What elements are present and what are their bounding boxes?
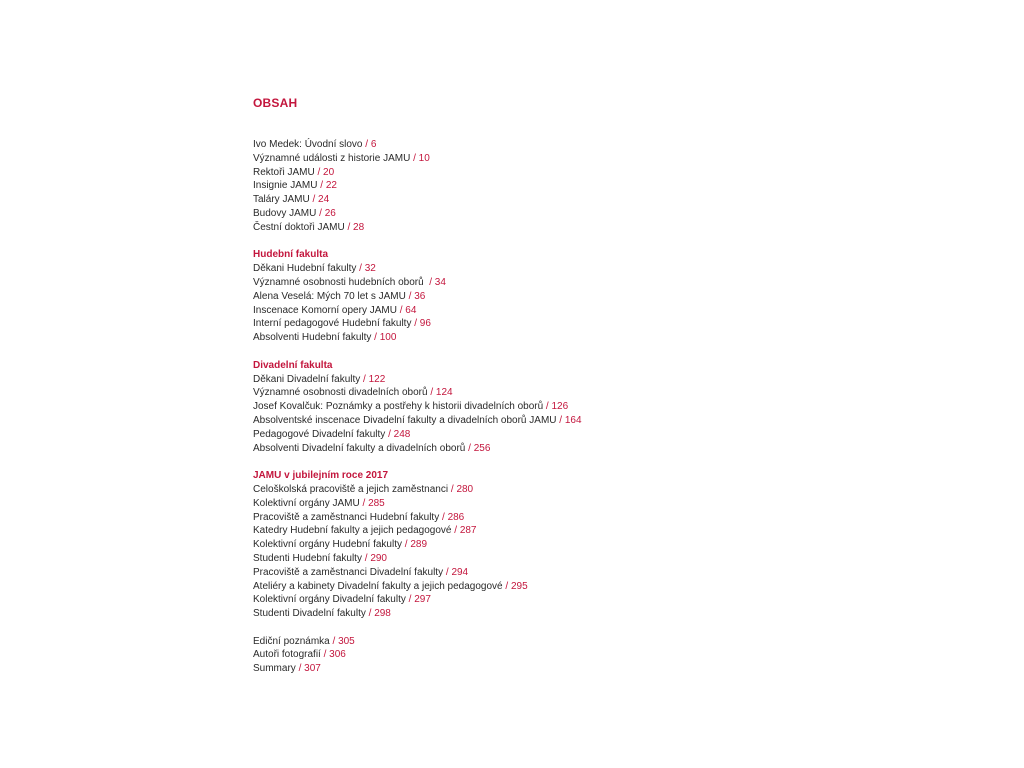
toc-entry-page-number: 122 <box>368 373 386 385</box>
toc-entry-label: Kolektivní orgány Hudební fakulty <box>253 539 402 551</box>
toc-entry-label: Alena Veselá: Mých 70 let s JAMU <box>253 290 406 302</box>
toc-entry-page-number: 96 <box>419 318 431 330</box>
toc-entry-label: Summary <box>253 663 296 675</box>
toc-entry-page-number: 124 <box>435 387 453 399</box>
toc-entry-separator: / <box>451 525 460 537</box>
toc-entry-separator: / <box>359 497 369 509</box>
toc-entry-separator: / <box>556 414 565 426</box>
toc-entry[interactable] <box>253 428 953 442</box>
toc-entry-separator: / <box>361 552 371 564</box>
toc-entry[interactable] <box>253 331 953 345</box>
toc-entry-page-number: 26 <box>324 207 336 219</box>
toc-entry-label: Děkani Divadelní fakulty <box>253 373 361 385</box>
toc-entry-label: Ateliéry a kabinety Divadelní fakulty a jejich pedagogové <box>253 580 503 592</box>
toc-entry-page-number: 6 <box>370 139 377 150</box>
toc-entry[interactable] <box>253 511 953 525</box>
toc-entry-label: Studenti Divadelní fakulty <box>253 608 366 620</box>
toc-entry-label: Interní pedagogové Hudební fakulty <box>253 318 412 330</box>
toc-entry-separator: / <box>439 511 448 523</box>
toc-entry-page-number: 289 <box>410 539 428 551</box>
toc-entry-page-number: 280 <box>456 483 474 495</box>
toc-entry-separator: / <box>426 276 435 288</box>
toc-entry-separator: / <box>411 318 420 330</box>
toc-entry-separator: / <box>314 166 324 178</box>
toc-entry[interactable] <box>253 414 953 428</box>
toc-entry-separator: / <box>427 387 436 399</box>
toc-entry-separator: / <box>309 194 319 206</box>
toc-entry[interactable] <box>253 138 953 152</box>
toc-entry-label: Budovy JAMU <box>253 207 317 219</box>
toc-entry-separator: / <box>401 539 411 551</box>
toc-entry-separator: / <box>344 221 354 233</box>
toc-entry-label: Pracoviště a zaměstnanci Hudební fakulty <box>253 511 440 523</box>
toc-entry-page-number: 286 <box>447 511 465 523</box>
toc-entry-label: Kolektivní orgány Divadelní fakulty <box>253 594 406 606</box>
toc-entry-page-number: 32 <box>364 263 376 275</box>
toc-entry-separator: / <box>317 180 326 192</box>
toc-entry-page-number: 22 <box>325 180 337 192</box>
toc-entry-page-number: 287 <box>459 525 477 537</box>
toc-entry[interactable] <box>253 193 953 207</box>
toc-entry-label: Čestní doktoři JAMU <box>253 221 345 233</box>
toc-entry[interactable] <box>253 207 953 221</box>
toc-entry-page-number: 306 <box>329 649 346 661</box>
toc-entry-separator: / <box>365 608 375 620</box>
toc-entry[interactable] <box>253 538 953 552</box>
toc-entry-separator: / <box>443 566 452 578</box>
toc-entry-label: Absolventi Divadelní fakulty a divadelních oborů <box>253 442 466 454</box>
toc-entry[interactable] <box>253 386 953 400</box>
toc-entry-separator: / <box>502 580 511 592</box>
toc-section <box>253 248 953 345</box>
toc-entry[interactable] <box>253 635 953 649</box>
toc-section <box>253 635 953 676</box>
toc-entry[interactable] <box>253 152 953 166</box>
toc-entry-page-number: 164 <box>564 414 582 426</box>
toc-entry-label: Insignie JAMU <box>253 180 318 192</box>
toc-entry-separator: / <box>329 635 339 647</box>
toc-entry-page-number: 305 <box>338 635 355 647</box>
toc-entry-label: Kolektivní orgány JAMU <box>253 497 360 509</box>
toc-entry-page-number: 20 <box>323 166 335 178</box>
toc-entry-separator: / <box>543 401 552 413</box>
toc-entry[interactable] <box>253 179 953 193</box>
toc-entry-page-number: 126 <box>551 401 569 413</box>
toc-entry-separator: / <box>360 373 369 385</box>
toc-entry[interactable] <box>253 276 953 290</box>
toc-entry-label: Pedagogové Divadelní fakulty <box>253 428 386 440</box>
toc-entry-label: Katedry Hudební fakulty a jejich pedagogové <box>253 525 452 537</box>
toc-entry-label: Děkani Hudební fakulty <box>253 263 357 275</box>
toc-entry-separator: / <box>295 663 305 675</box>
toc-entry-label: Pracoviště a zaměstnanci Divadelní fakulty <box>253 566 444 578</box>
toc-entry-separator: / <box>448 483 457 495</box>
toc-entry-page-number: 295 <box>510 580 528 592</box>
toc-entry-separator: / <box>385 428 394 440</box>
toc-entry-separator: / <box>405 594 415 606</box>
toc-entry[interactable] <box>253 483 953 497</box>
toc-entry-separator: / <box>410 152 419 164</box>
toc-section-heading: Hudební fakulta <box>253 249 329 261</box>
toc-entry-separator: / <box>362 139 371 150</box>
toc-entry[interactable] <box>253 580 953 594</box>
toc-entry-separator: / <box>316 207 325 219</box>
toc-section <box>253 138 953 235</box>
toc-entry-page-number: 248 <box>393 428 411 440</box>
toc-section-heading: JAMU v jubilejním roce 2017 <box>253 470 389 482</box>
toc-entry[interactable] <box>253 524 953 538</box>
toc-entry-page-number: 24 <box>318 194 330 206</box>
toc-entry-page-number: 290 <box>370 552 387 564</box>
toc-entry[interactable] <box>253 304 953 318</box>
toc-entry[interactable] <box>253 497 953 511</box>
toc-entry[interactable] <box>253 607 953 621</box>
toc-entry-page-number: 28 <box>353 221 365 233</box>
toc-section <box>253 469 953 621</box>
toc-entry-label: Absolventské inscenace Divadelní fakulty a divadelních oborů JAMU <box>253 414 557 426</box>
toc-entry[interactable] <box>253 566 953 580</box>
table-of-contents <box>253 95 953 690</box>
toc-entry[interactable] <box>253 166 953 180</box>
toc-title: OBSAH <box>253 96 298 110</box>
toc-entry-label: Absolventi Hudební fakulty <box>253 332 372 344</box>
toc-entry[interactable] <box>253 290 953 304</box>
toc-entry-page-number: 297 <box>414 594 431 606</box>
toc-entry-page-number: 100 <box>379 332 397 344</box>
toc-section <box>253 359 953 456</box>
toc-entry-separator: / <box>371 332 380 344</box>
toc-entry-separator: / <box>405 290 415 302</box>
toc-sections <box>253 138 953 676</box>
toc-entry[interactable] <box>253 317 953 331</box>
toc-entry[interactable] <box>253 221 953 235</box>
toc-entry-page-number: 10 <box>418 152 430 164</box>
toc-entry-label: Studenti Hudební fakulty <box>253 552 362 564</box>
toc-entry-page-number: 36 <box>414 290 426 302</box>
toc-entry-separator: / <box>356 263 365 275</box>
toc-entry[interactable] <box>253 373 953 387</box>
toc-entry[interactable] <box>253 262 953 276</box>
toc-entry-label: Autoři fotografií <box>253 649 321 661</box>
toc-entry-label: Taláry JAMU <box>253 194 310 206</box>
toc-entry[interactable] <box>253 400 953 414</box>
toc-entry-page-number: 307 <box>304 663 321 675</box>
toc-entry-label: Významné události z historie JAMU <box>253 152 411 164</box>
toc-entry-separator: / <box>396 304 406 316</box>
toc-entry-separator: / <box>320 649 330 661</box>
toc-entry-label: Ivo Medek: Úvodní slovo <box>253 139 363 150</box>
toc-section-heading: Divadelní fakulta <box>253 359 333 371</box>
toc-entry-page-number: 256 <box>473 442 491 454</box>
toc-entry-label: Rektoři JAMU <box>253 166 315 178</box>
toc-entry-page-number: 285 <box>368 497 385 509</box>
toc-entry-page-number: 64 <box>405 304 417 316</box>
toc-entry-label: Významné osobnosti divadelních oborů <box>253 387 428 399</box>
toc-entry[interactable] <box>253 552 953 566</box>
toc-entry-label: Ediční poznámka <box>253 635 330 647</box>
toc-entry[interactable] <box>253 648 953 662</box>
toc-entry-page-number: 298 <box>374 608 391 620</box>
toc-entry[interactable] <box>253 593 953 607</box>
toc-entry[interactable] <box>253 442 953 456</box>
toc-entry-separator: / <box>465 442 474 454</box>
toc-entry-label: Celoškolská pracoviště a jejich zaměstnanci <box>253 483 449 495</box>
toc-entry[interactable] <box>253 662 953 676</box>
toc-entry-page-number: 294 <box>451 566 469 578</box>
toc-entry-label: Josef Kovalčuk: Poznámky a postřehy k historii divadelních oborů <box>253 401 544 413</box>
toc-entry-label: Významné osobnosti hudebních oborů <box>253 276 427 288</box>
toc-entry-label: Inscenace Komorní opery JAMU <box>253 304 397 316</box>
toc-entry-page-number: 34 <box>434 276 446 288</box>
